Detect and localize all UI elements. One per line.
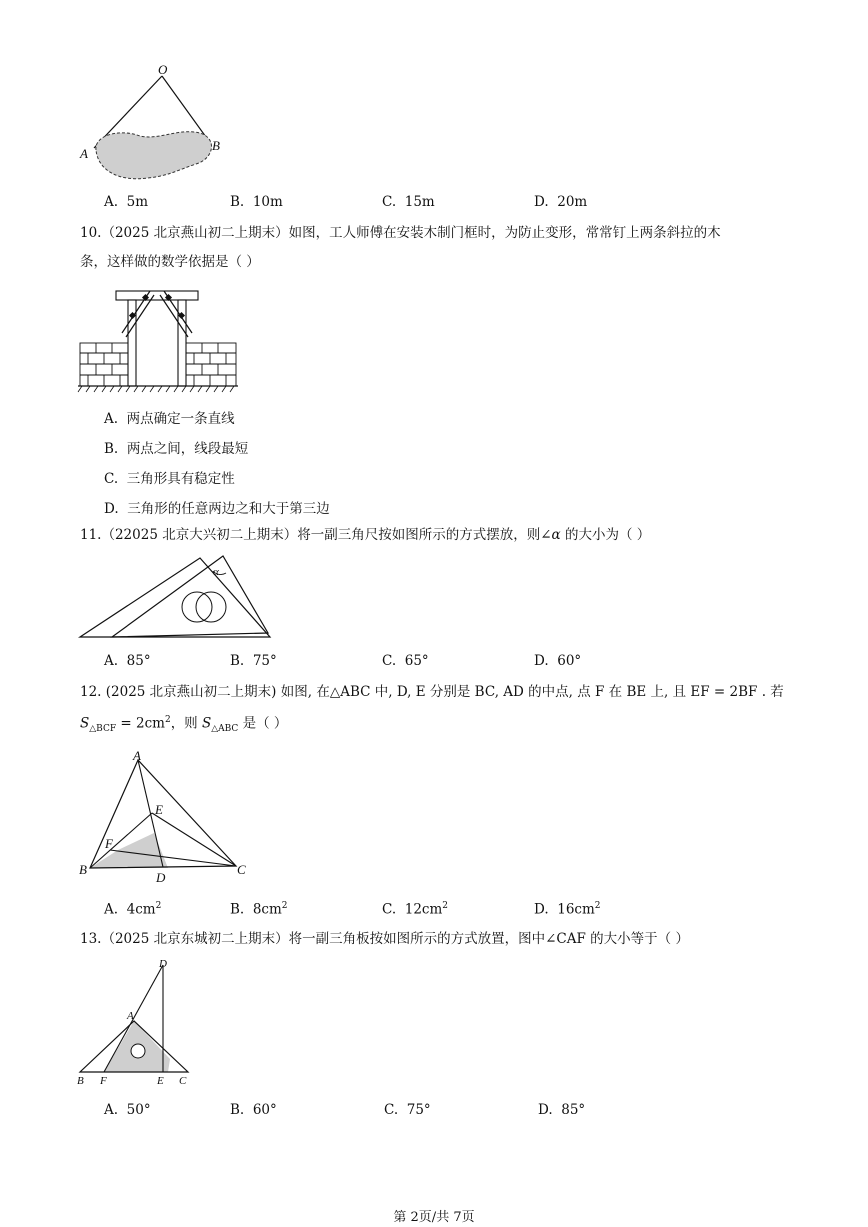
label-d: D <box>156 870 166 885</box>
label-alpha: α <box>213 566 219 578</box>
q13-option-c[interactable]: C. 75° <box>384 1102 431 1118</box>
q11-stem: 11.（22025 北京大兴初二上期末）将一副三角尺按如图所示的方式摆放，则∠α 的大小为（ ） <box>80 527 651 543</box>
q10-option-c[interactable]: C. 三角形具有稳定性 <box>104 471 235 487</box>
set-squares-triangle-figure <box>76 955 206 1090</box>
label-f: F <box>100 1075 107 1087</box>
q13-option-d[interactable]: D. 85° <box>538 1102 586 1118</box>
label-b: B <box>212 138 220 153</box>
q12-stem-line1: 12. (2025 北京燕山初二上期末) 如图, 在△ABC 中, D, E 分别是 BC, AD 的中点, 点 F 在 BE 上, 且 EF = 2BF . 若 <box>80 684 784 700</box>
page-number-footer: 第 2页/共 7页 <box>393 1210 475 1225</box>
label-e: E <box>157 1075 164 1087</box>
q9-option-c[interactable]: C. 15m <box>382 194 435 210</box>
q9-option-a[interactable]: A. 5m <box>104 194 149 210</box>
q10-stem-line1: 10.（2025 北京燕山初二上期末）如图，工人师傅在安装木制门框时，为防止变形，常常钉上两条斜拉的木 <box>80 225 721 241</box>
q10-stem-line2: 条，这样做的数学依据是（ ） <box>80 254 260 270</box>
q12-stem-line2: $S_{\triangle BCF} = 2cm^2$，则 $S_{\triangle ABC}$ 是（ ） <box>80 715 288 735</box>
label-e: E <box>155 802 163 817</box>
q13-option-a[interactable]: A. 50° <box>104 1102 151 1118</box>
q13-option-b[interactable]: B. 60° <box>230 1102 277 1118</box>
label-a: A <box>80 146 88 161</box>
label-a: A <box>127 1010 134 1022</box>
q11-option-a[interactable]: A. 85° <box>104 653 151 669</box>
triangle-abc-figure <box>76 748 256 883</box>
set-squares-figure <box>78 553 278 643</box>
q9-option-b[interactable]: B. 10m <box>230 194 283 210</box>
q9-option-d[interactable]: D. 20m <box>534 194 588 210</box>
label-d: D <box>159 958 167 970</box>
label-f: F <box>105 836 113 851</box>
q11-option-c[interactable]: C. 65° <box>382 653 429 669</box>
label-c: C <box>179 1075 187 1087</box>
q10-option-d[interactable]: D. 三角形的任意两边之和大于第三边 <box>104 501 330 517</box>
q10-option-a[interactable]: A. 两点确定一条直线 <box>104 411 235 427</box>
label-c: C <box>237 862 246 877</box>
q12-option-c[interactable]: C. $12cm^2$ <box>382 901 449 918</box>
q11-option-b[interactable]: B. 75° <box>230 653 277 669</box>
label-b: B <box>77 1075 84 1087</box>
label-o: O <box>158 62 168 77</box>
q11-option-d[interactable]: D. 60° <box>534 653 582 669</box>
door-frame-figure <box>78 285 238 395</box>
label-b: B <box>79 862 87 877</box>
lake-figure <box>78 62 238 186</box>
q13-stem: 13.（2025 北京东城初二上期末）将一副三角板按如图所示的方式放置，图中∠CAF 的大小等于（ ） <box>80 931 689 947</box>
q12-option-d[interactable]: D. $16cm^2$ <box>534 901 601 918</box>
q10-option-b[interactable]: B. 两点之间，线段最短 <box>104 441 249 457</box>
q12-option-b[interactable]: B. $8cm^2$ <box>230 901 288 918</box>
q12-option-a[interactable]: A. $4cm^2$ <box>104 901 162 918</box>
label-a: A <box>133 748 141 763</box>
